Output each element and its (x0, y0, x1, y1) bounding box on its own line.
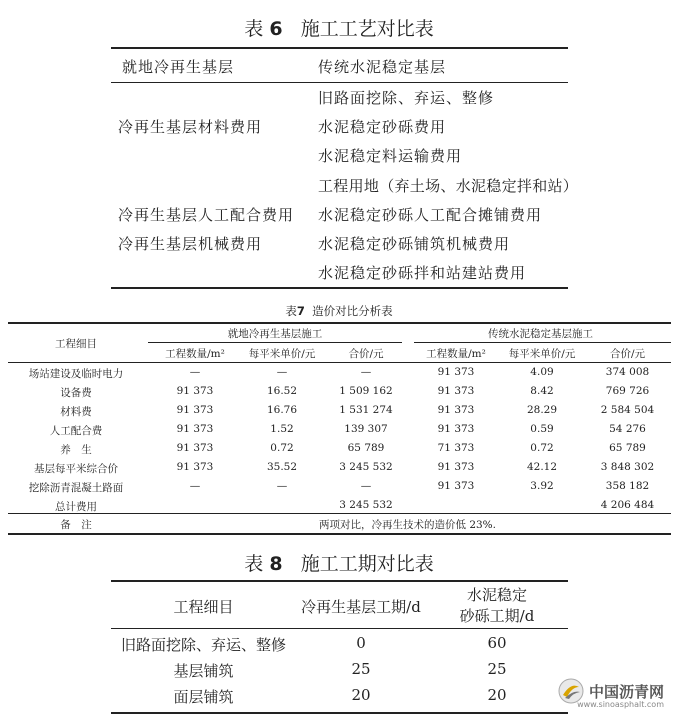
table7-group1-rule (148, 342, 402, 343)
table8-header-cement-line1: 水泥稳定 (466, 586, 527, 604)
table7-cell: 1.52 (270, 423, 294, 435)
table8-cell: 20 (351, 686, 371, 704)
table8-row-label: 旧路面挖除、弃运、整修 (120, 636, 286, 654)
table6-header-right: 传统水泥稳定基层 (318, 58, 447, 76)
table6-bottom-rule (111, 287, 568, 289)
table7-title (0, 303, 678, 319)
table6-right-item: 水泥稳定砂砾铺筑机械费用 (318, 235, 511, 253)
table7-cell: 2 584 504 (600, 404, 655, 416)
table7-row-label: 总计费用 (55, 501, 97, 513)
table6-left-item: 冷再生基层材料费用 (118, 118, 263, 136)
table7-bottom-rule (8, 533, 671, 535)
table7-cell: — (189, 366, 201, 378)
table7-row-label: 挖除沥青混凝土路面 (28, 482, 124, 494)
table8-cell: 0 (356, 634, 366, 652)
table7-cell: 3 245 532 (339, 461, 393, 473)
table7-subheader: 每平米单价/元 (248, 348, 316, 360)
table7-cell: 16.76 (266, 404, 298, 416)
watermark (558, 678, 664, 709)
table7-group2-rule (414, 342, 671, 343)
table8-bottom-rule (111, 712, 568, 714)
table7-col-item-header: 工程细目 (55, 338, 97, 350)
table7-cell: 91 373 (176, 442, 214, 454)
table7-header-rule (8, 362, 671, 363)
table6-right-item: 水泥稳定砂砾拌和站建站费用 (318, 264, 527, 282)
table7-cell: 4 206 484 (600, 499, 655, 511)
table7-cell: 91 373 (176, 423, 214, 435)
table8-cell: 25 (351, 660, 371, 678)
table7-cell: 3 848 302 (600, 461, 655, 473)
table7-cell: 358 182 (605, 480, 650, 492)
table7-row-label: 人工配合费 (49, 425, 103, 437)
table7-cell: 91 373 (176, 385, 214, 397)
table7-cell: 8.42 (530, 385, 554, 397)
table7-cell: — (276, 480, 288, 492)
table8-label: 表 (244, 553, 264, 575)
table6-left-item: 冷再生基层人工配合费用 (118, 206, 295, 224)
watermark-url: www.sinoasphalt.com (577, 699, 664, 709)
table8-header-cold: 冷再生基层工期/d (301, 598, 421, 616)
table7-cell: 3 245 532 (339, 499, 393, 511)
table6-number: 6 (269, 18, 283, 40)
table7-subheader: 工程数量/m² (426, 348, 486, 360)
table7-cell: 4.09 (530, 366, 554, 378)
table7-title-text: 造价对比分析表 (312, 304, 393, 318)
table6-right-item: 水泥稳定料运输费用 (318, 147, 463, 165)
table7-cell: 54 276 (609, 423, 646, 435)
table7-row-label: 材料费 (60, 406, 92, 418)
table8-cell: 60 (487, 634, 507, 652)
table6-right-item: 工程用地（弃土场、水泥稳定拌和站） (318, 177, 579, 195)
table8-cell: 20 (487, 686, 507, 704)
table6-label: 表 (244, 18, 264, 40)
table7-cell: 91 373 (437, 480, 475, 492)
table6-top-rule (111, 47, 568, 49)
table8-header-cement-line2: 砂砾工期/d (459, 607, 535, 625)
table6-title (0, 14, 678, 41)
table7-subheader: 每平米单价/元 (508, 348, 576, 360)
table7-number: 7 (296, 304, 305, 318)
table7-label: 表 (285, 304, 297, 318)
table7-cell: 0.72 (530, 442, 554, 454)
table6-title-text: 施工工艺对比表 (300, 18, 434, 40)
table7-cell: — (360, 366, 372, 378)
table7-cell: 91 373 (437, 366, 475, 378)
table7-subheader: 合价/元 (348, 348, 384, 360)
table7-cell: — (189, 480, 201, 492)
table7-cell: 65 789 (347, 442, 385, 454)
table7-row-label: 基层每平米综合价 (34, 463, 118, 475)
table7-cell: 0.59 (530, 423, 554, 435)
table7-cell: 769 726 (605, 385, 650, 397)
table7-cell: 1 509 162 (339, 385, 393, 397)
table7-subheader: 工程数量/m² (165, 348, 225, 360)
table7-cell: 91 373 (437, 461, 475, 473)
table6-header-rule (111, 82, 568, 83)
table7-cell: 1 531 274 (339, 404, 393, 416)
table7-cell: 71 373 (437, 442, 475, 454)
table7-group2-header: 传统水泥稳定基层施工 (488, 328, 593, 340)
table8-row-label: 基层铺筑 (173, 662, 234, 680)
table7-cell: 28.29 (526, 404, 558, 416)
table7-group1-header: 就地冷再生基层施工 (227, 328, 323, 340)
table6-right-item: 水泥稳定砂砾费用 (318, 118, 447, 136)
table7-cell: 91 373 (176, 404, 214, 416)
table6-right-item: 水泥稳定砂砾人工配合摊铺费用 (318, 206, 543, 224)
table7-cell: — (360, 480, 372, 492)
table8-title-text: 施工工期对比表 (300, 553, 434, 575)
table7-cell: 139 307 (344, 423, 388, 435)
table6-right-item: 旧路面挖除、弃运、整修 (318, 89, 495, 107)
table7-row-label: 场站建设及临时电力 (28, 368, 124, 380)
table8-top-rule (111, 580, 568, 582)
table7-cell: 91 373 (437, 404, 475, 416)
table7-row-label: 设备费 (60, 387, 92, 399)
table7-note-label: 备 注 (60, 519, 92, 531)
table7-cell: 0.72 (270, 442, 294, 454)
table8-title (0, 549, 678, 576)
table7-cell: — (276, 366, 288, 378)
table7-cell: 3.92 (530, 480, 554, 492)
table8-number: 8 (269, 553, 283, 575)
table7-row-label: 养 生 (60, 444, 92, 456)
table8-row-label: 面层铺筑 (173, 688, 234, 706)
table7-cell: 91 373 (176, 461, 214, 473)
table7-cell: 35.52 (266, 461, 298, 473)
table8-cell: 25 (487, 660, 507, 678)
table7-cell: 65 789 (609, 442, 646, 454)
table7-subheader: 合价/元 (609, 348, 646, 360)
table7-note: 两项对比，冷再生技术的造价低 23%. (318, 519, 496, 531)
table6-header-left: 就地冷再生基层 (122, 58, 235, 76)
watermark-text: 中国沥青网 (588, 682, 664, 701)
table7-cell: 91 373 (437, 423, 475, 435)
table8-header-rule (111, 628, 568, 629)
table7-cell: 42.12 (526, 461, 558, 473)
table6-left-item: 冷再生基层机械费用 (118, 235, 263, 253)
table7-cell: 374 008 (605, 366, 650, 378)
table7-total-rule (8, 513, 671, 514)
table8-header-item: 工程细目 (173, 598, 234, 616)
table7-cell: 91 373 (437, 385, 475, 397)
table7-cell: 16.52 (266, 385, 298, 397)
table7-top-rule (8, 322, 671, 324)
